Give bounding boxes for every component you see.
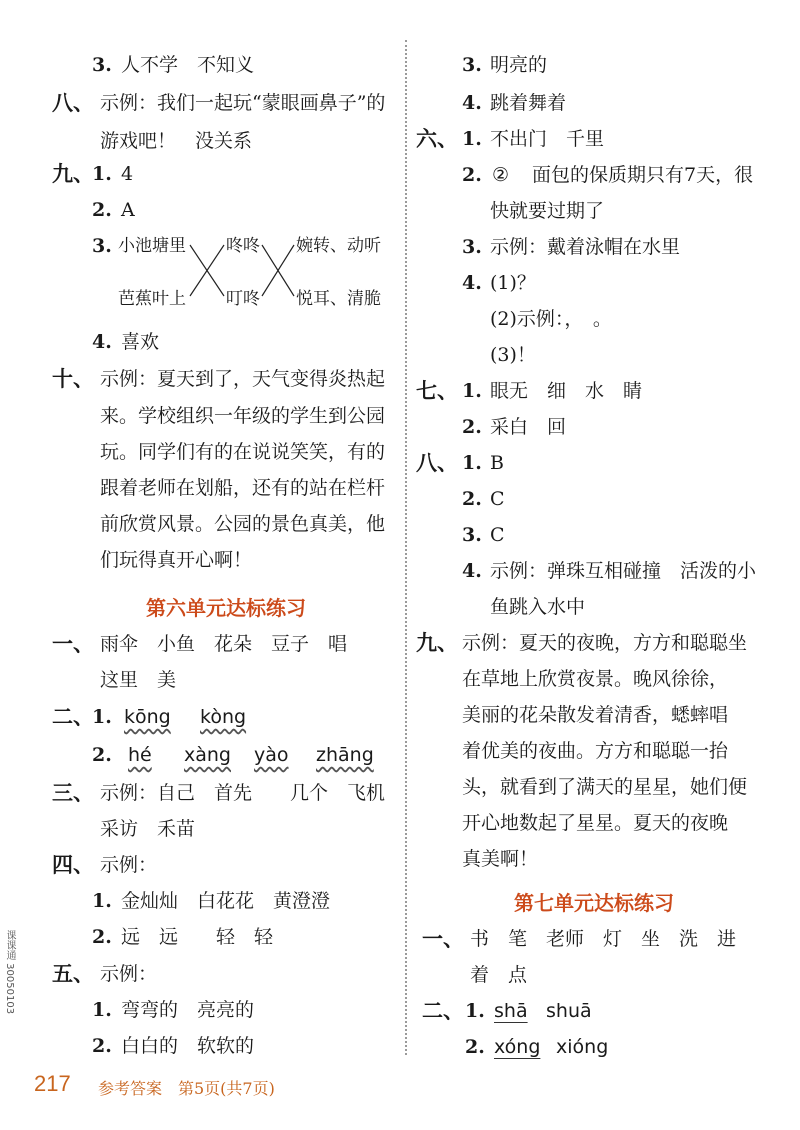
section-label: 十、 — [52, 366, 94, 391]
section-label: 四、 — [52, 852, 94, 877]
item-number: 3. — [92, 235, 112, 257]
answer-text: 雨伞 小鱼 花朵 豆子 唱 — [100, 633, 348, 655]
pinyin: kōng — [124, 706, 171, 728]
answer-text: 白白的 软软的 — [121, 1035, 255, 1057]
item-number: 1. — [465, 1000, 485, 1022]
pinyin: xàng — [184, 744, 231, 766]
answer-text: 示例： — [100, 854, 158, 876]
item-number: 4. — [462, 560, 482, 582]
match-item: 咚咚 — [226, 236, 260, 256]
answer-text: B — [490, 452, 504, 474]
item-number: 2. — [462, 488, 482, 510]
item-number: 4. — [92, 331, 112, 353]
item-number: 1. — [462, 452, 482, 474]
footer-caption: 参考答案 第5页(共7页) — [98, 1079, 275, 1098]
answer-text: 远 远 轻 轻 — [121, 926, 274, 948]
pinyin: kòng — [200, 706, 247, 728]
section-label: 二、 — [422, 998, 464, 1023]
pinyin: shuā — [546, 1000, 592, 1022]
section-label: 九、 — [52, 161, 94, 186]
answer-text: 鱼跳入水中 — [490, 596, 586, 618]
answer-text: 跳着舞着 — [490, 92, 567, 114]
item-number: 1. — [462, 380, 482, 402]
section-label: 六、 — [416, 126, 458, 151]
answer-text: 喜欢 — [121, 331, 160, 353]
pinyin: xóng — [494, 1036, 541, 1058]
match-item: 小池塘里 — [118, 236, 186, 256]
item-number: 3. — [462, 54, 482, 76]
pinyin: shā — [494, 1000, 528, 1022]
answer-text: 这里 美 — [100, 669, 177, 691]
answer-text: 眼无 细 水 睛 — [490, 380, 643, 402]
answer-text: (3)！ — [490, 344, 536, 366]
answer-text: 着 点 — [470, 964, 528, 986]
essay-line: 来。学校组织一年级的学生到公园 — [100, 405, 386, 427]
essay-line: 着优美的夜曲。方方和聪聪一抬 — [462, 740, 729, 762]
answer-text: 弯弯的 亮亮的 — [121, 999, 255, 1021]
pinyin: zhāng — [316, 744, 374, 766]
essay-line: 示例：夏天的夜晚，方方和聪聪坐 — [462, 632, 748, 654]
answer-text: 人不学 不知义 — [121, 54, 255, 76]
answer-text: 示例： — [100, 963, 158, 985]
essay-line: 头，就看到了满天的星星，她们便 — [462, 776, 748, 798]
item-number: 2. — [92, 199, 112, 221]
item-number: 3. — [92, 54, 112, 76]
answer-text: 面包的保质期只有7天，很 — [532, 164, 754, 186]
item-number: 3. — [462, 236, 482, 258]
section-label: 五、 — [52, 961, 94, 986]
pinyin: yào — [254, 744, 289, 766]
pinyin: hé — [128, 744, 152, 766]
item-number: 2. — [92, 1035, 112, 1057]
section-label: 八、 — [416, 450, 458, 475]
item-number: 1. — [92, 163, 112, 185]
answer-text: 4 — [121, 163, 134, 185]
answer-text: 不出门 千里 — [490, 128, 605, 150]
item-number: 4. — [462, 92, 482, 114]
essay-line: 跟着老师在划船，还有的站在栏杆 — [100, 477, 386, 499]
item-number: 1. — [92, 890, 112, 912]
match-item: 悦耳、清脆 — [296, 289, 381, 309]
answer-text: 采白 回 — [490, 416, 567, 438]
side-note: 课课通 30050103 — [4, 930, 15, 1015]
section-label: 七、 — [416, 378, 458, 403]
answer-text: 采访 禾苗 — [100, 818, 196, 840]
item-number: 2. — [462, 164, 482, 186]
item-number: 1. — [92, 999, 112, 1021]
answer-text: 示例：我们一起玩“蒙眼画鼻子”的 — [100, 92, 386, 114]
answer-text: (2)示例：， 。 — [490, 308, 612, 330]
section-label: 一、 — [422, 926, 464, 951]
answer-text: (1)？ — [490, 272, 536, 294]
answer-text: 金灿灿 白花花 黄澄澄 — [121, 890, 331, 912]
circled-choice: ② — [492, 164, 510, 186]
item-number: 1. — [92, 706, 112, 728]
answer-text: A — [121, 199, 135, 221]
matching-lines — [0, 0, 400, 330]
item-number: 2. — [465, 1036, 485, 1058]
answer-text: 快就要过期了 — [490, 200, 605, 222]
section-label: 八、 — [52, 90, 94, 115]
essay-line: 美丽的花朵散发着清香，蟋蟀唱 — [462, 704, 729, 726]
answer-text: 书 笔 老师 灯 坐 洗 进 — [470, 928, 737, 950]
section-label: 三、 — [52, 780, 94, 805]
item-number: 4. — [462, 272, 482, 294]
pinyin: xióng — [556, 1036, 609, 1058]
answer-text: C — [490, 488, 505, 510]
match-item: 叮咚 — [226, 289, 260, 309]
unit-heading: 第七单元达标练习 — [514, 891, 674, 915]
essay-line: 示例：夏天到了，天气变得炎热起 — [100, 368, 386, 390]
answer-text: 示例：弹珠互相碰撞 活泼的小 — [490, 560, 757, 582]
item-number: 3. — [462, 524, 482, 546]
section-label: 二、 — [52, 704, 94, 729]
answer-text: C — [490, 524, 505, 546]
match-item: 婉转、动听 — [296, 236, 381, 256]
answer-text: 示例：自己 首先 几个 飞机 — [100, 782, 386, 804]
page-number: 217 — [34, 1071, 71, 1096]
item-number: 2. — [92, 744, 112, 766]
essay-line: 在草地上欣赏夜景。晚风徐徐， — [462, 668, 729, 690]
essay-line: 开心地数起了星星。夏天的夜晚 — [462, 812, 729, 834]
section-label: 一、 — [52, 631, 94, 656]
essay-line: 真美啊！ — [462, 848, 539, 870]
column-divider — [405, 40, 407, 1055]
unit-heading: 第六单元达标练习 — [146, 596, 306, 620]
item-number: 2. — [462, 416, 482, 438]
essay-line: 玩。同学们有的在说说笑笑，有的 — [100, 441, 386, 463]
match-item: 芭蕉叶上 — [118, 289, 186, 309]
answer-text: 明亮的 — [490, 54, 548, 76]
section-label: 九、 — [416, 630, 458, 655]
item-number: 1. — [462, 128, 482, 150]
answer-text: 示例：戴着泳帽在水里 — [490, 236, 681, 258]
essay-line: 们玩得真开心啊！ — [100, 549, 253, 571]
essay-line: 前欣赏风景。公园的景色真美，他 — [100, 513, 386, 535]
item-number: 2. — [92, 926, 112, 948]
answer-text: 游戏吧！ 没关系 — [100, 130, 253, 152]
